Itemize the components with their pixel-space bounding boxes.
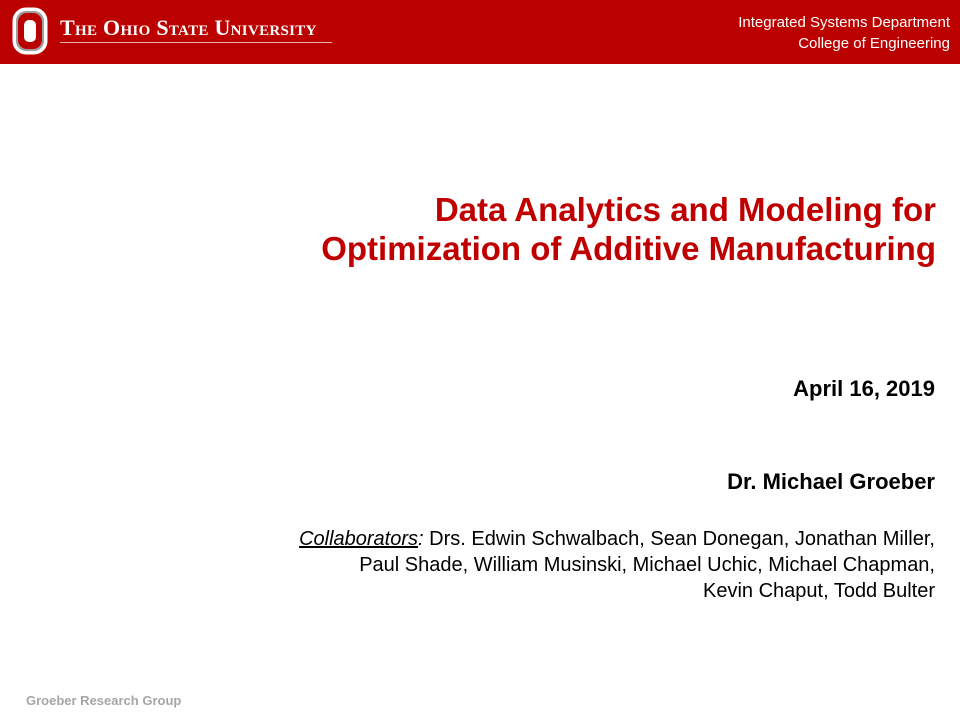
department-info [738, 12, 950, 54]
collaborators-line-1 [135, 526, 935, 552]
slide-title [116, 190, 936, 268]
collaborators-block [135, 526, 935, 604]
collaborators-label: Collaborators [299, 528, 419, 550]
footer-group-name: Groeber Research Group [26, 693, 182, 708]
title-line-2: Optimization of Additive Manufacturing [321, 230, 936, 267]
collaborators-line-3: Kevin Chaput, Todd Bulter [702, 580, 935, 602]
presenter-name: Dr. Michael Groeber [727, 469, 935, 494]
collaborators-line-2: Paul Shade, William Musinski, Michael Uchic, Michael Chapman, [359, 554, 935, 576]
department-name: Integrated Systems Department [738, 14, 950, 31]
college-name: College of Engineering [798, 35, 950, 52]
header-bar [0, 0, 960, 64]
block-o-logo-icon [12, 7, 48, 55]
university-wordmark: The Ohio State University [60, 15, 317, 40]
title-line-1: Data Analytics and Modeling for [434, 191, 936, 228]
presentation-date: April 16, 2019 [793, 376, 935, 401]
collaborators-colon: : [418, 528, 424, 550]
wordmark-underline [60, 42, 332, 43]
collaborators-names-1: Drs. Edwin Schwalbach, Sean Donegan, Jonathan Miller, [423, 528, 935, 550]
